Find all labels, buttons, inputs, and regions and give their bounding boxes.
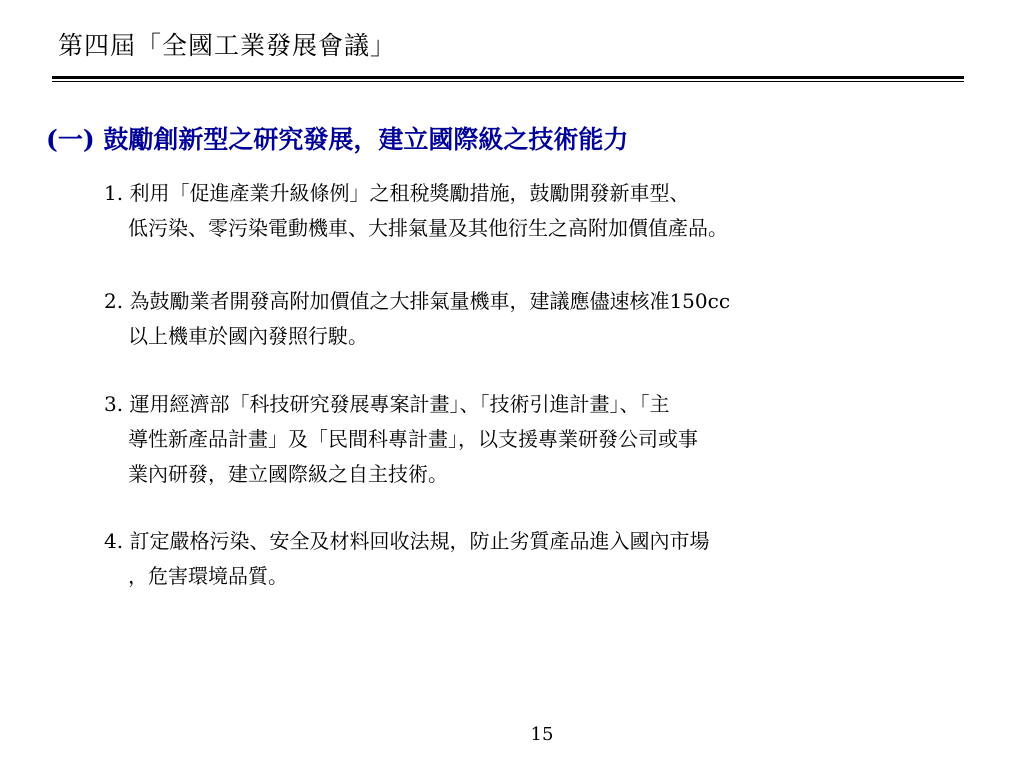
section-heading: (一) 鼓勵創新型之研究發展，建立國際級之技術能力 xyxy=(46,125,629,154)
list-item-2 xyxy=(104,284,730,354)
list-item-line: 4. 訂定嚴格污染、安全及材料回收法規，防止劣質產品進入國內市場 xyxy=(104,529,710,553)
list-item-line: 導性新產品計畫」及「民間科專計畫」，以支援專業研發公司或事 xyxy=(128,427,698,451)
list-item-3 xyxy=(104,387,698,492)
list-item-4 xyxy=(104,524,709,594)
list-item-line: 低污染、零污染電動機車、大排氣量及其他衍生之高附加價值產品。 xyxy=(128,216,728,240)
list-item-line: 以上機車於國內發照行駛。 xyxy=(128,324,368,348)
title-divider-thick xyxy=(52,76,964,79)
list-item-line: 業內研發，建立國際級之自主技術。 xyxy=(128,462,448,486)
title-divider-thin xyxy=(52,81,964,82)
list-item-line: 1. 利用「促進產業升級條例」之租稅獎勵措施，鼓勵開發新車型、 xyxy=(104,181,690,205)
slide-title: 第四屆「全國工業發展會議」 xyxy=(58,31,397,60)
list-item-line: 3. 運用經濟部「科技研究發展專案計畫」、「技術引進計畫」、「主 xyxy=(104,392,670,416)
list-item-line: ，危害環境品質。 xyxy=(128,564,288,588)
list-item-1 xyxy=(104,176,728,246)
page-number: 15 xyxy=(530,724,554,745)
list-item-line: 2. 為鼓勵業者開發高附加價值之大排氣量機車，建議應儘速核准150cc xyxy=(104,289,731,313)
